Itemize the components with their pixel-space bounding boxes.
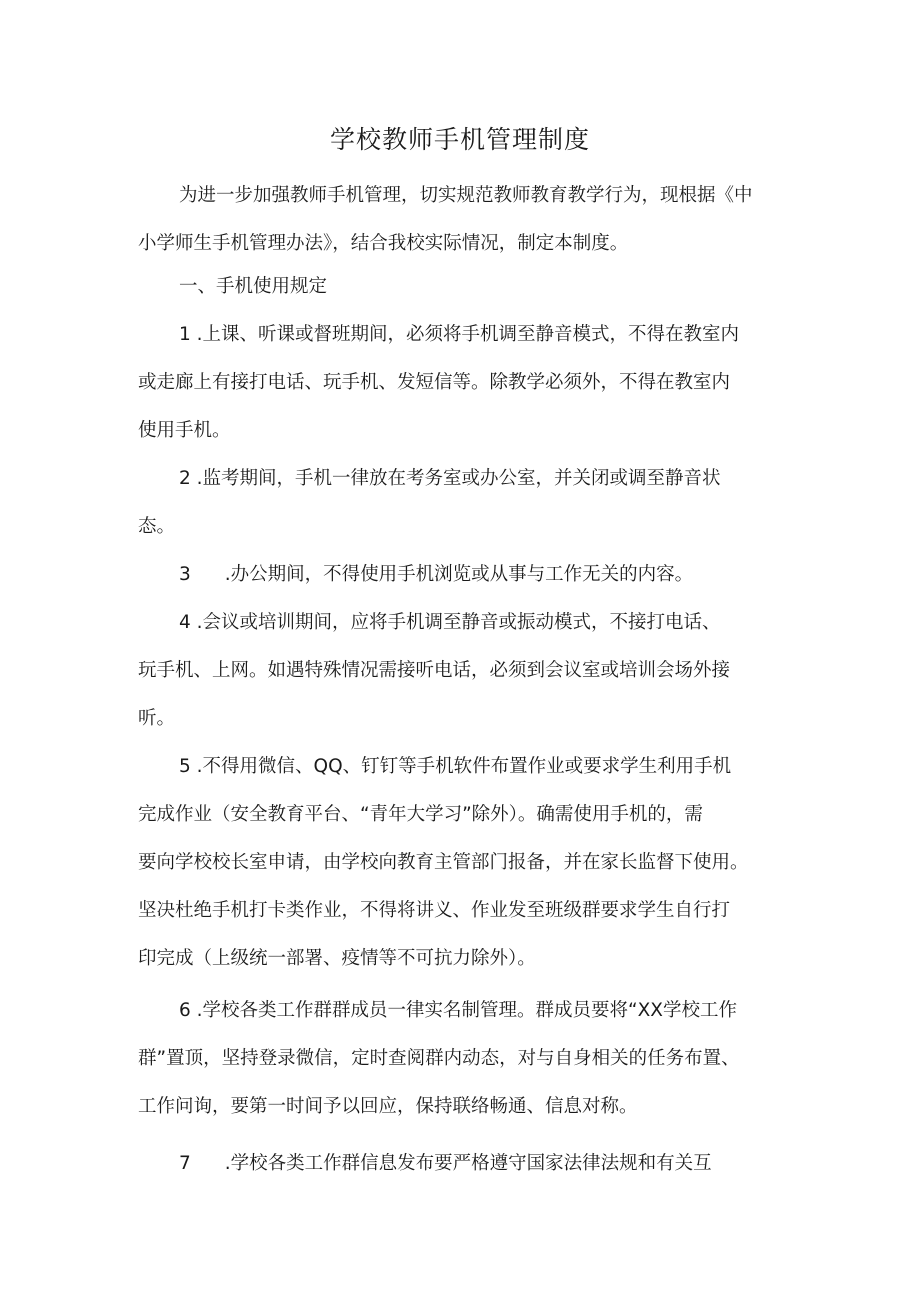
- paragraph-line: [138, 455, 798, 503]
- item-number: 7: [179, 1153, 191, 1174]
- paragraph-line: [138, 551, 798, 599]
- paragraph-line: 使用手机。: [138, 420, 231, 441]
- item-number: 4: [179, 612, 191, 633]
- paragraph-line: 群”置顶，坚持登录微信，定时查阅群内动态，对与自身相关的任务布置、: [138, 1048, 740, 1069]
- rule-item-2: [138, 455, 798, 551]
- paragraph-line: 完成作业（安全教育平台、“青年大学习”除外）。确需使用手机的，需: [138, 804, 703, 825]
- item-number: 2: [179, 468, 191, 489]
- paragraph-line: 坚决杜绝手机打卡类作业，不得将讲义、作业发至班级群要求学生自行打: [138, 900, 731, 921]
- rule-item-7: [138, 1140, 798, 1188]
- item-number: 3: [179, 564, 191, 585]
- item-text: .学校各类工作群群成员一律实名制管理。群成员要将“XX学校工作: [196, 1000, 737, 1021]
- rule-item-1: [138, 311, 798, 455]
- rule-item-5: [138, 743, 798, 983]
- paragraph-line: 玩手机、上网。如遇特殊情况需接听电话，必须到会议室或培训会场外接: [138, 660, 731, 681]
- paragraph-line: 为进一步加强教师手机管理，切实规范教师教育教学行为，现根据《中: [179, 185, 753, 206]
- section-heading-text: 一、手机使用规定: [179, 276, 328, 297]
- intro-paragraph: [138, 172, 798, 268]
- item-text: .不得用微信、QQ、钉钉等手机软件布置作业或要求学生利用手机: [196, 756, 732, 777]
- item-text: .办公期间，不得使用手机浏览或从事与工作无关的内容。: [224, 564, 694, 585]
- paragraph-line: 印完成（上级统一部署、疫情等不可抗力除外）。: [138, 948, 536, 969]
- paragraph-line: 态。: [138, 516, 176, 537]
- paragraph-line: [138, 311, 798, 359]
- item-text: .学校各类工作群信息发布要严格遵守国家法律法规和有关互: [224, 1153, 712, 1174]
- paragraph-line: 听。: [138, 708, 176, 729]
- section-heading: [138, 263, 798, 311]
- item-text: .监考期间，手机一律放在考务室或办公室，并关闭或调至静音状: [196, 468, 721, 489]
- paragraph-line: 要向学校校长室申请，由学校向教育主管部门报备，并在家长监督下使用。: [138, 852, 749, 873]
- item-number: 5: [179, 756, 191, 777]
- paragraph-line: [138, 987, 798, 1035]
- item-number: 1: [179, 324, 191, 345]
- paragraph-line: [138, 743, 798, 791]
- rule-item-6: [138, 987, 798, 1131]
- document-title: 学校教师手机管理制度: [329, 125, 590, 154]
- item-text: .会议或培训期间，应将手机调至静音或振动模式，不接打电话、: [196, 612, 721, 633]
- paragraph-line: [138, 599, 798, 647]
- rule-item-4: [138, 599, 798, 743]
- rule-item-3: [138, 551, 798, 599]
- item-number: 6: [179, 1000, 191, 1021]
- item-text: .上课、听课或督班期间，必须将手机调至静音模式，不得在教室内: [196, 324, 740, 345]
- paragraph-line: 或走廊上有接打电话、玩手机、发短信等。除教学必须外，不得在教室内: [138, 372, 731, 393]
- paragraph-line: [138, 1140, 798, 1188]
- paragraph-line: 小学师生手机管理办法》，结合我校实际情况，制定本制度。: [138, 233, 629, 254]
- paragraph-line: 工作问询，要第一时间予以回应，保持联络畅通、信息对称。: [138, 1096, 638, 1117]
